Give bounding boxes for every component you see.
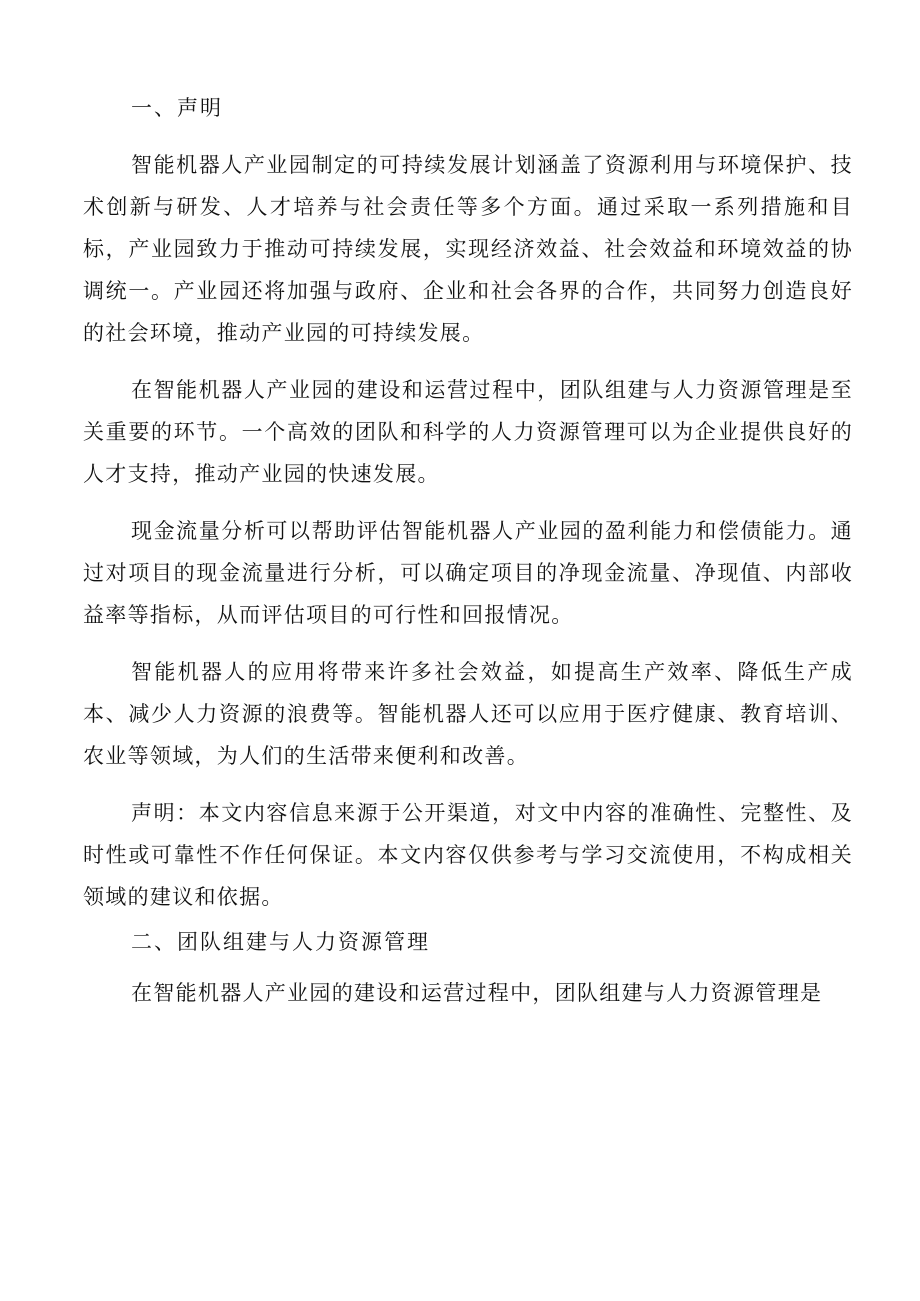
paragraph-disclaimer: 声明：本文内容信息来源于公开渠道，对文中内容的准确性、完整性、及时性或可靠性不作任何保证。本文内容仅供参考与学习交流使用，不构成相关领域的建议和依据。 — [83, 801, 853, 909]
section-heading-1: 一、声明 — [131, 96, 223, 120]
section-heading-2: 二、团队组建与人力资源管理 — [131, 930, 430, 954]
paragraph-cash-flow: 现金流量分析可以帮助评估智能机器人产业园的盈利能力和偿债能力。通过对项目的现金流量进行分析，可以确定项目的净现金流量、净现值、内部收益率等指标，从而评估项目的可行性和回报情况。 — [83, 519, 853, 627]
paragraph-team-building: 在智能机器人产业园的建设和运营过程中，团队组建与人力资源管理是至关重要的环节。一个高效的团队和科学的人力资源管理可以为企业提供良好的人才支持，推动产业园的快速发展。 — [83, 378, 853, 486]
paragraph-social-benefits: 智能机器人的应用将带来许多社会效益，如提高生产效率、降低生产成本、减少人力资源的浪费等。智能机器人还可以应用于医疗健康、教育培训、农业等领域，为人们的生活带来便利和改善。 — [83, 660, 853, 768]
document-body — [83, 90, 853, 1029]
paragraph-team-intro: 在智能机器人产业园的建设和运营过程中，团队组建与人力资源管理是 — [131, 981, 823, 1005]
paragraph-sustainability: 智能机器人产业园制定的可持续发展计划涵盖了资源利用与环境保护、技术创新与研发、人才培养与社会责任等多个方面。通过采取一系列措施和目标，产业园致力于推动可持续发展，实现经济效益、社会效益和环境效益的协调统一。产业园还将加强与政府、企业和社会各界的合作，共同努力创造良好的社会环境，推动产业园的可持续发展。 — [83, 153, 853, 345]
